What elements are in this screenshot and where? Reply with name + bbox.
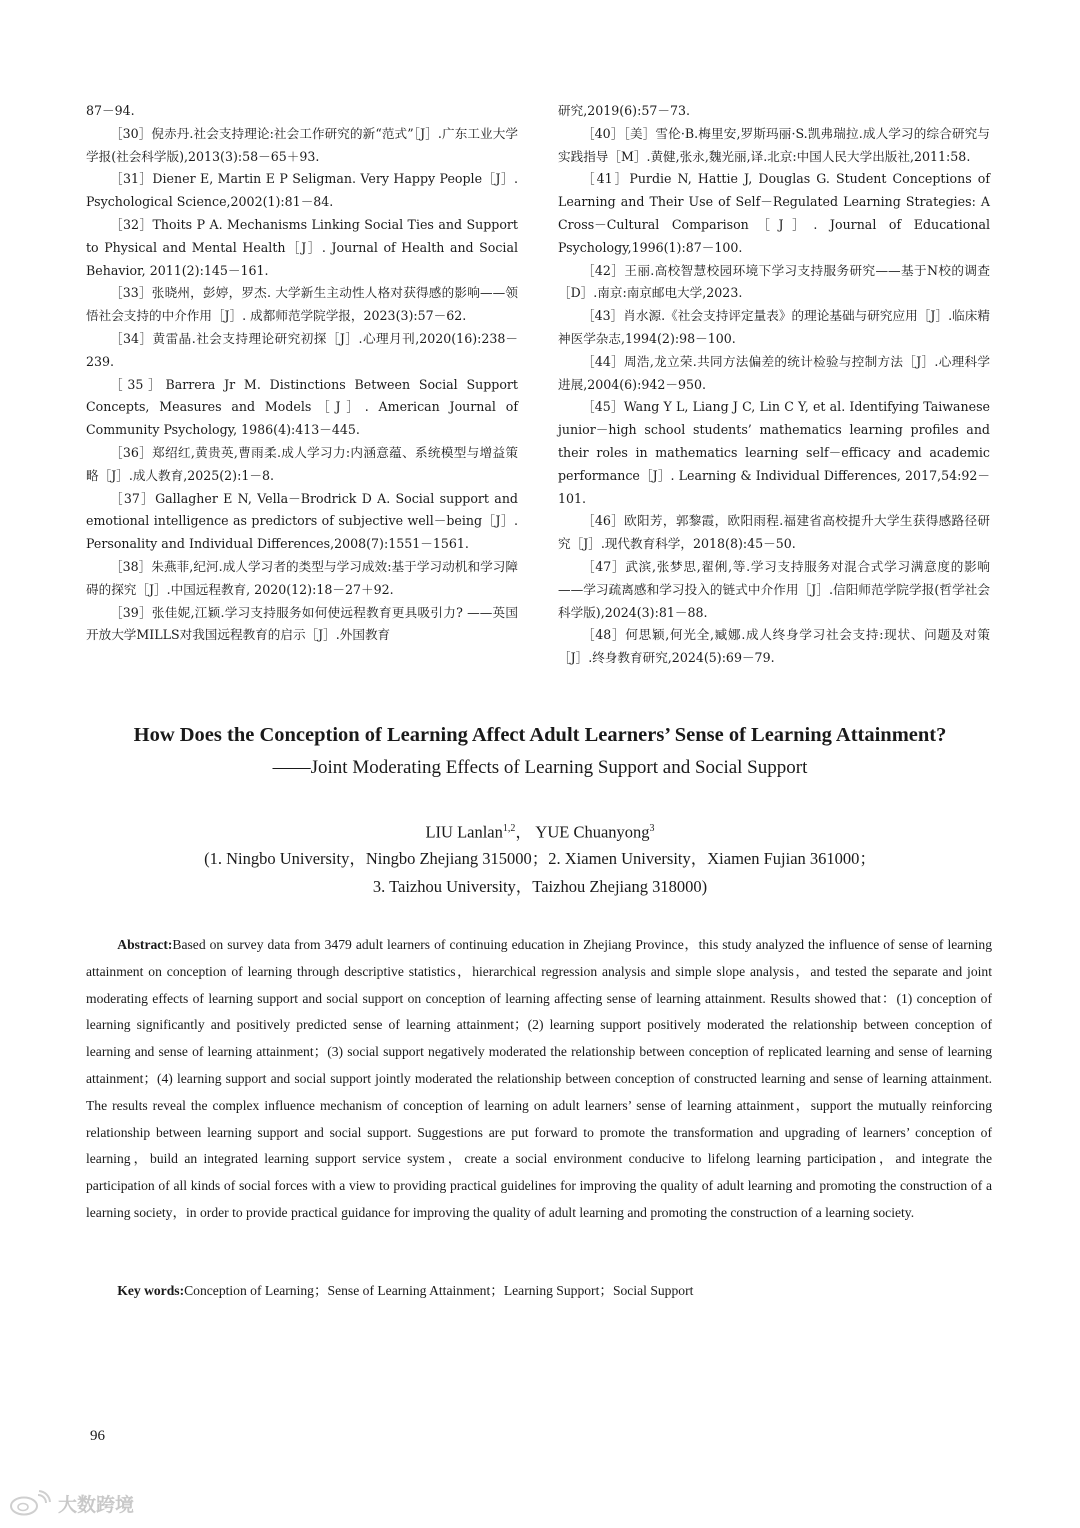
reference-entry: ［40］［美］雪伦·B.梅里安,罗斯玛丽·S.凯弗瑞拉.成人学习的综合研究与实践指导［M］.黄健,张永,魏光丽,译.北京:中国人民大学出版社,2011:58. bbox=[558, 125, 990, 164]
reference-entry: ［41］Purdie N, Hattie J, Douglas G. Student Conceptions of Learning and Their Use of Self－Regulated Learning Strategies: A Cross－Cultural Comparison［J］. Journal of Educational Psychology,1996(1):87－100. bbox=[558, 171, 990, 255]
abstract bbox=[86, 932, 992, 1227]
reference-entry: ［46］欧阳芳，郭黎霞，欧阳雨程.福建省高校提升大学生获得感路径研究［J］.现代教育科学，2018(8):45－50. bbox=[558, 513, 990, 552]
weibo-logo-icon bbox=[8, 1490, 52, 1516]
reference-entry: ［30］倪赤丹.社会支持理论:社会工作研究的新“范式”［J］.广东工业大学学报(社会科学版),2013(3):58－65＋93. bbox=[86, 125, 518, 164]
keywords bbox=[86, 1278, 992, 1304]
affiliation-line: (1. Ningbo University，Ningbo Zhejiang 315000；2. Xiamen University，Xiamen Fujian 361000； bbox=[204, 849, 876, 868]
affiliation-line: 3. Taizhou University，Taizhou Zhejiang 318000) bbox=[372, 877, 708, 896]
reference-entry: ［44］周浩,龙立荣.共同方法偏差的统计检验与控制方法［J］.心理科学进展,2004(6):942－950. bbox=[558, 353, 990, 392]
english-subtitle: ——Joint Moderating Effects of Learning Support and Social Support bbox=[272, 757, 808, 778]
watermark bbox=[8, 1488, 134, 1518]
author-name: YUE Chuanyong bbox=[535, 822, 650, 842]
abstract-text: Based on survey data from 3479 adult learners of continuing education in Zhejiang Province，this study analyzed the influence of sense of learning attainment on conception of learning through descriptive statistics，hierarchical regression analysis and simple slope analysis，and tested the separate and joint moderating effects of learning support and social support on conception of learning affecting sense of learning attainment. Results showed that：(1) conception of learning significantly and positively predicted sense of learning attainment；(2) learning support positively moderated the relationship between conception of learning and sense of learning attainment；(3) social support negatively moderated the relationship between conception of replicated learning and sense of learning attainment；(4) learning support and social support jointly moderated the relationship between conception of constructed learning and sense of learning attainment. The results reveal the complex influence mechanism of conception of learning on adult learners’ sense of learning attainment，support the mutually reinforcing relationship between learning support and social support. Suggestions are put forward to promote the transformation and upgrading of learners’ conception of learning，build an integrated learning support service system，create a social environment conducive to lifelong learning participation，and integrate the participation of all kinds of social forces with a view to providing practical guidelines for improving the quality of adult learning and promoting the construction of a learning society，in order to provide practical guidance for improving the quality of adult learning and promoting the construction of a learning society. bbox=[86, 937, 992, 1220]
author-separator: ， bbox=[515, 822, 532, 842]
reference-entry: ［36］郑绍红,黄贵英,曹雨柔.成人学习力:内涵意蕴、系统模型与增益策略［J］.成人教育,2025(2):1－8. bbox=[86, 444, 518, 483]
reference-entry: ［42］王丽.高校智慧校园环境下学习支持服务研究——基于N校的调查［D］.南京:南京邮电大学,2023. bbox=[558, 262, 990, 301]
english-title: How Does the Conception of Learning Affect Adult Learners’ Sense of Learning Attainment? bbox=[133, 724, 947, 746]
authors bbox=[40, 816, 1040, 846]
reference-entry: ［32］Thoits P A. Mechanisms Linking Social Ties and Support to Physical and Mental Health［J］. Journal of Health and Social Behavior, 2011(2):145－161. bbox=[86, 216, 518, 278]
reference-entry: 研究,2019(6):57－73. bbox=[558, 103, 690, 118]
reference-entry: ［39］张佳妮,江颖.学习支持服务如何使远程教育更具吸引力? ——英国开放大学MILLS对我国远程教育的启示［J］.外国教育 bbox=[86, 604, 518, 643]
page-number: 96 bbox=[90, 1428, 105, 1444]
keywords-label: Key words: bbox=[117, 1283, 185, 1298]
reference-entry: ［37］Gallagher E N, Vella－Brodrick D A. Social support and emotional intelligence as predictors of subjective well－being［J］. Personality and Individual Differences,2008(7):1551－1561. bbox=[86, 490, 518, 552]
reference-entry: ［45］Wang Y L, Liang J C, Lin C Y, et al. Identifying Taiwanese junior－high school students’ mathematics learning profiles and their roles in mathematics learning self－efficacy and academic performance［J］. Learning & Individual Differences, 2017,54:92－101. bbox=[558, 399, 990, 506]
references-right-column bbox=[558, 100, 990, 670]
author-affiliation-mark: 1,2 bbox=[502, 823, 516, 834]
reference-entry: 87－94. bbox=[86, 103, 135, 118]
reference-entry: ［34］黄雷晶.社会支持理论研究初探［J］.心理月刊,2020(16):238－239. bbox=[86, 330, 518, 369]
keywords-text: Conception of Learning；Sense of Learning Attainment；Learning Support；Social Support bbox=[184, 1283, 694, 1298]
abstract-label: Abstract: bbox=[117, 937, 173, 952]
reference-entry: ［31］Diener E, Martin E P Seligman. Very Happy People［J］. Psychological Science,2002(1):81－84. bbox=[86, 171, 518, 210]
reference-entry: ［33］张晓州，彭婷，罗杰. 大学新生主动性人格对获得感的影响——领悟社会支持的中介作用［J］. 成都师范学院学报，2023(3):57－62. bbox=[86, 285, 518, 324]
reference-entry: ［43］肖水源.《社会支持评定量表》的理论基础与研究应用［J］.临床精神医学杂志,1994(2):98－100. bbox=[558, 308, 990, 346]
reference-entry: ［35］Barrera Jr M. Distinctions Between Social Support Concepts, Measures and Models［J］. American Journal of Community Psychology, 1986(4):413－445. bbox=[86, 376, 518, 438]
watermark-text: 大数跨境 bbox=[58, 1493, 135, 1516]
author-name: LIU Lanlan bbox=[425, 822, 503, 842]
reference-entry: ［47］武滨,张梦思,翟俐,等.学习支持服务对混合式学习满意度的影响——学习疏离感和学习投入的链式中介作用［J］.信阳师范学院学报(哲学社会科学版),2024(3):81－88. bbox=[558, 558, 990, 620]
author-affiliation-mark: 3 bbox=[649, 823, 655, 834]
reference-entry: ［38］朱燕菲,纪河.成人学习者的类型与学习成效:基于学习动机和学习障碍的探究［J］.中国远程教育, 2020(12):18－27＋92. bbox=[86, 558, 518, 597]
references-left-column bbox=[86, 100, 518, 647]
reference-entry: ［48］何思颖,何光全,臧娜.成人终身学习社会支持:现状、问题及对策［J］.终身教育研究,2024(5):69－79. bbox=[558, 627, 990, 666]
